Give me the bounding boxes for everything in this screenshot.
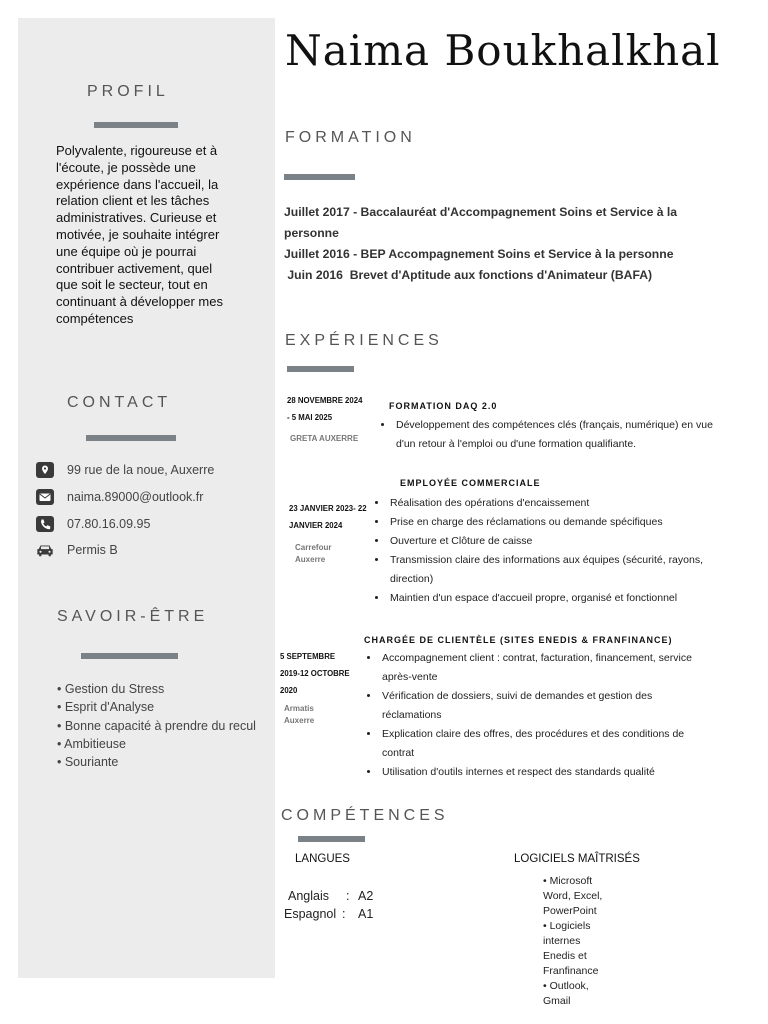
list-item: • Accompagnement client : contrat, facturation, financement, service après-vente: [380, 649, 714, 687]
list-item: • Développement des compétences clés (français, numérique) en vue d'un retour à l'emploi ou d'une formation qualifiante.: [394, 416, 716, 454]
savoir-etre-list: [57, 680, 257, 771]
experience-place: GRETA AUXERRE: [290, 434, 359, 443]
contact-title: CONTACT: [67, 394, 172, 411]
contact-license-text: Permis B: [67, 543, 118, 557]
experience-place: Carrefour Auxerre: [295, 543, 332, 564]
experience-title: FORMATION DAQ 2.0: [389, 401, 498, 411]
map-pin-icon: [36, 462, 54, 478]
competences-title: COMPÉTENCES: [281, 807, 449, 824]
language-name: Espagnol: [284, 907, 337, 921]
experience-date: 28 NOVEMBRE 2024 - 5 MAI 2025: [287, 396, 363, 422]
competences-divider: [298, 836, 365, 842]
list-item: • Microsoft Word, Excel, PowerPoint: [543, 875, 603, 917]
contact-license: [36, 540, 118, 560]
experience-place: Armatis Auxerre: [284, 704, 315, 725]
list-item: • Explication claire des offres, des procédures et des conditions de contrat: [380, 725, 714, 763]
list-item: • Prise en charge des réclamations ou demande spécifiques: [388, 513, 724, 532]
profil-divider: [94, 122, 178, 128]
list-item: • Gestion du Stress: [57, 682, 165, 696]
list-item: • Vérification de dossiers, suivi de demandes et gestion des réclamations: [380, 687, 714, 725]
contact-email-text[interactable]: naima.89000@outlook.fr: [67, 490, 204, 504]
contact-address: [36, 460, 214, 480]
formation-title: FORMATION: [285, 129, 416, 146]
savoir-etre-title: SAVOIR-ÊTRE: [57, 608, 209, 625]
list-item: • Esprit d'Analyse: [57, 700, 155, 715]
list-item: • Utilisation d'outils internes et respect des standards qualité: [380, 763, 714, 782]
experiences-title: EXPÉRIENCES: [285, 332, 443, 349]
experience-title: CHARGÉE DE CLIENTÈLE (SITES ENEDIS & FRANFINANCE): [364, 635, 673, 645]
list-item: • Ouverture et Clôture de caisse: [388, 532, 724, 551]
experience-title: EMPLOYÉE COMMERCIALE: [400, 478, 541, 488]
language-level: A1: [358, 907, 374, 921]
savoir-etre-divider: [81, 653, 178, 659]
formation-item: Juillet 2016 - BEP Accompagnement Soins et Service à la personne: [284, 247, 674, 261]
formation-divider: [284, 174, 355, 180]
language-separator: :: [342, 907, 346, 921]
list-item: • Réalisation des opérations d'encaissement: [388, 494, 724, 513]
list-item: • Ambitieuse: [57, 736, 126, 751]
logiciels-list: [543, 874, 615, 1009]
contact-phone[interactable]: [36, 514, 150, 534]
email-icon: [36, 489, 54, 505]
list-item: • Maintien d'un espace d'accueil propre, organisé et fonctionnel: [388, 589, 724, 608]
profil-text: Polyvalente, rigoureuse et à l'écoute, je possède une expérience dans l'accueil, la relation client et les tâches administratives. Curieuse et motivée, je souhaite intégrer une équipe où je pourrai contribuer activement, quel que soit le secteur, tout en continuant à développer mes compétences: [56, 143, 223, 326]
contact-email[interactable]: [36, 487, 203, 507]
contact-divider: [86, 435, 176, 441]
list-item: [284, 905, 373, 923]
experiences-divider: [287, 366, 354, 372]
candidate-name: Naima Boukhalkhal: [285, 26, 721, 75]
experience-date: 23 JANVIER 2023- 22 JANVIER 2024: [289, 504, 367, 530]
language-level: A2: [358, 889, 374, 903]
list-item: • Logiciels internes Enedis et Franfinance: [543, 920, 599, 977]
profil-title: PROFIL: [87, 83, 169, 100]
list-item: • Souriante: [57, 755, 119, 770]
phone-icon: [36, 516, 54, 532]
experience-bullets: [364, 649, 714, 782]
contact-phone-text[interactable]: 07.80.16.09.95: [67, 517, 151, 531]
contact-address-text: 99 rue de la noue, Auxerre: [67, 463, 215, 477]
experience-date: 5 SEPTEMBRE 2019-12 OCTOBRE 2020: [280, 652, 350, 695]
list-item: • Outlook, Gmail: [543, 980, 589, 1007]
formation-item: Juillet 2017 - Baccalauréat d'Accompagnement Soins et Service à la personne: [284, 205, 678, 240]
experience-bullets: [378, 416, 716, 454]
language-separator: :: [346, 889, 350, 903]
list-item: • Bonne capacité à prendre du recul: [57, 718, 256, 733]
langues-title: LANGUES: [295, 853, 350, 865]
langues-list: [284, 887, 374, 923]
formation-item: Juin 2016 Brevet d'Aptitude aux fonctions d'Animateur (BAFA): [284, 268, 653, 282]
list-item: • Transmission claire des informations aux équipes (sécurité, rayons, direction): [388, 551, 724, 589]
language-name: Anglais: [288, 889, 329, 903]
car-icon: [36, 542, 54, 558]
list-item: [288, 887, 373, 905]
logiciels-title: LOGICIELS MAÎTRISÉS: [514, 853, 640, 865]
experience-bullets: [372, 494, 724, 608]
